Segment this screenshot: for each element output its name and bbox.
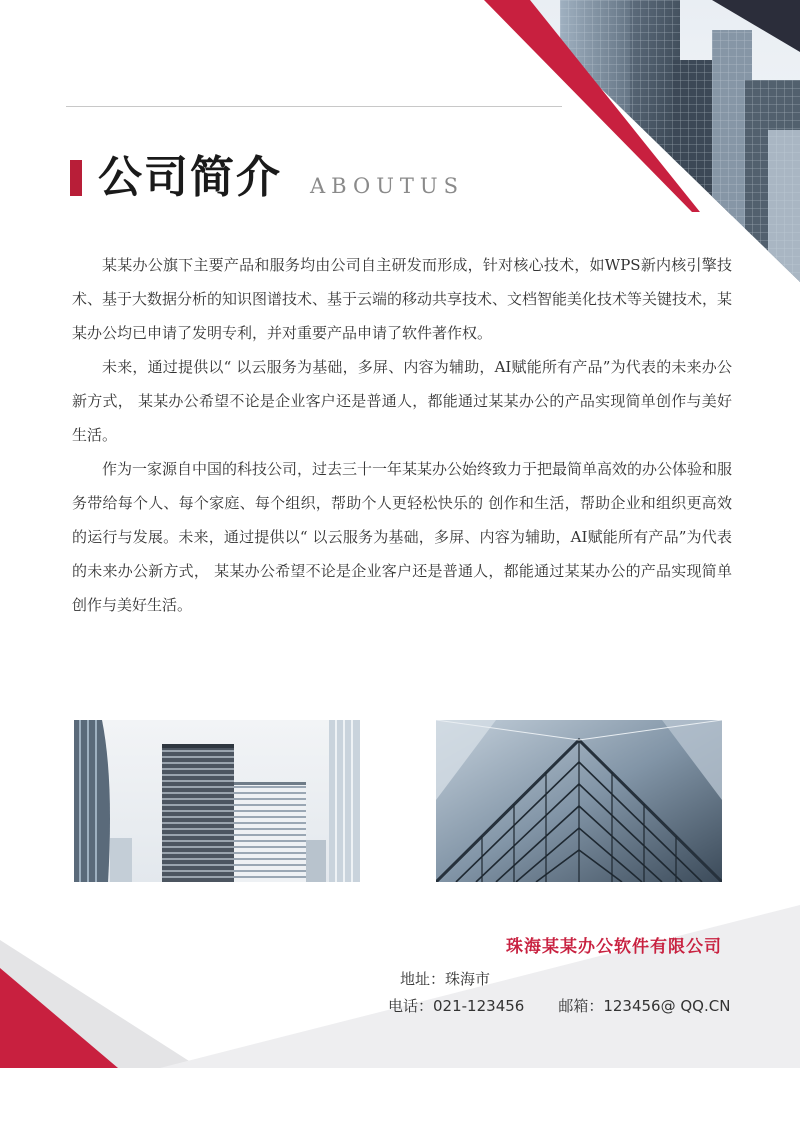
paragraph-3: 作为一家源自中国的科技公司，过去三十一年某某办公始终致力于把最简单高效的办公体验和服务带给每个人、每个家庭、每个组织，帮助个人更轻松快乐的 创作和生活，帮助企业和组织更高效的运行与发展。未来，通过提供以“ 以云服务为基础，多屏、内容为辅助，AI赋能所有产品”为代表的未来办公新方式， 某某办公希望不论是企业客户还是普通人，都能通过某某办公的产品实现简单创作与美好生活。 (72, 460, 733, 614)
paragraph-2: 未来，通过提供以“ 以云服务为基础，多屏、内容为辅助，AI赋能所有产品”为代表的未来办公新方式， 某某办公希望不论是企业客户还是普通人，都能通过某某办公的产品实现简单创作与美好生活。 (72, 358, 732, 444)
address-row (400, 968, 490, 989)
page-subtitle: ABOUTUS (310, 174, 464, 198)
email-label: 邮箱： (558, 997, 604, 1015)
address-value: 珠海市 (445, 970, 491, 988)
paragraph-1: 某某办公旗下主要产品和服务均由公司自主研发而形成，针对核心技术，如WPS新内核引擎技术、基于大数据分析的知识图谱技术、基于云端的移动共享技术、文档智能美化技术等关键技术，某某办公均已申请了发明专利，并对重要产品申请了软件著作权。 (72, 256, 733, 342)
address-label: 地址： (400, 970, 446, 988)
company-name: 珠海某某办公软件有限公司 (506, 937, 722, 957)
contact-row (388, 995, 730, 1016)
email-value: 123456@ QQ.CN (603, 997, 731, 1015)
phone-label: 电话： (388, 997, 434, 1015)
phone-value: 021-123456 (433, 997, 525, 1015)
page-title: 公司简介 (98, 152, 282, 203)
